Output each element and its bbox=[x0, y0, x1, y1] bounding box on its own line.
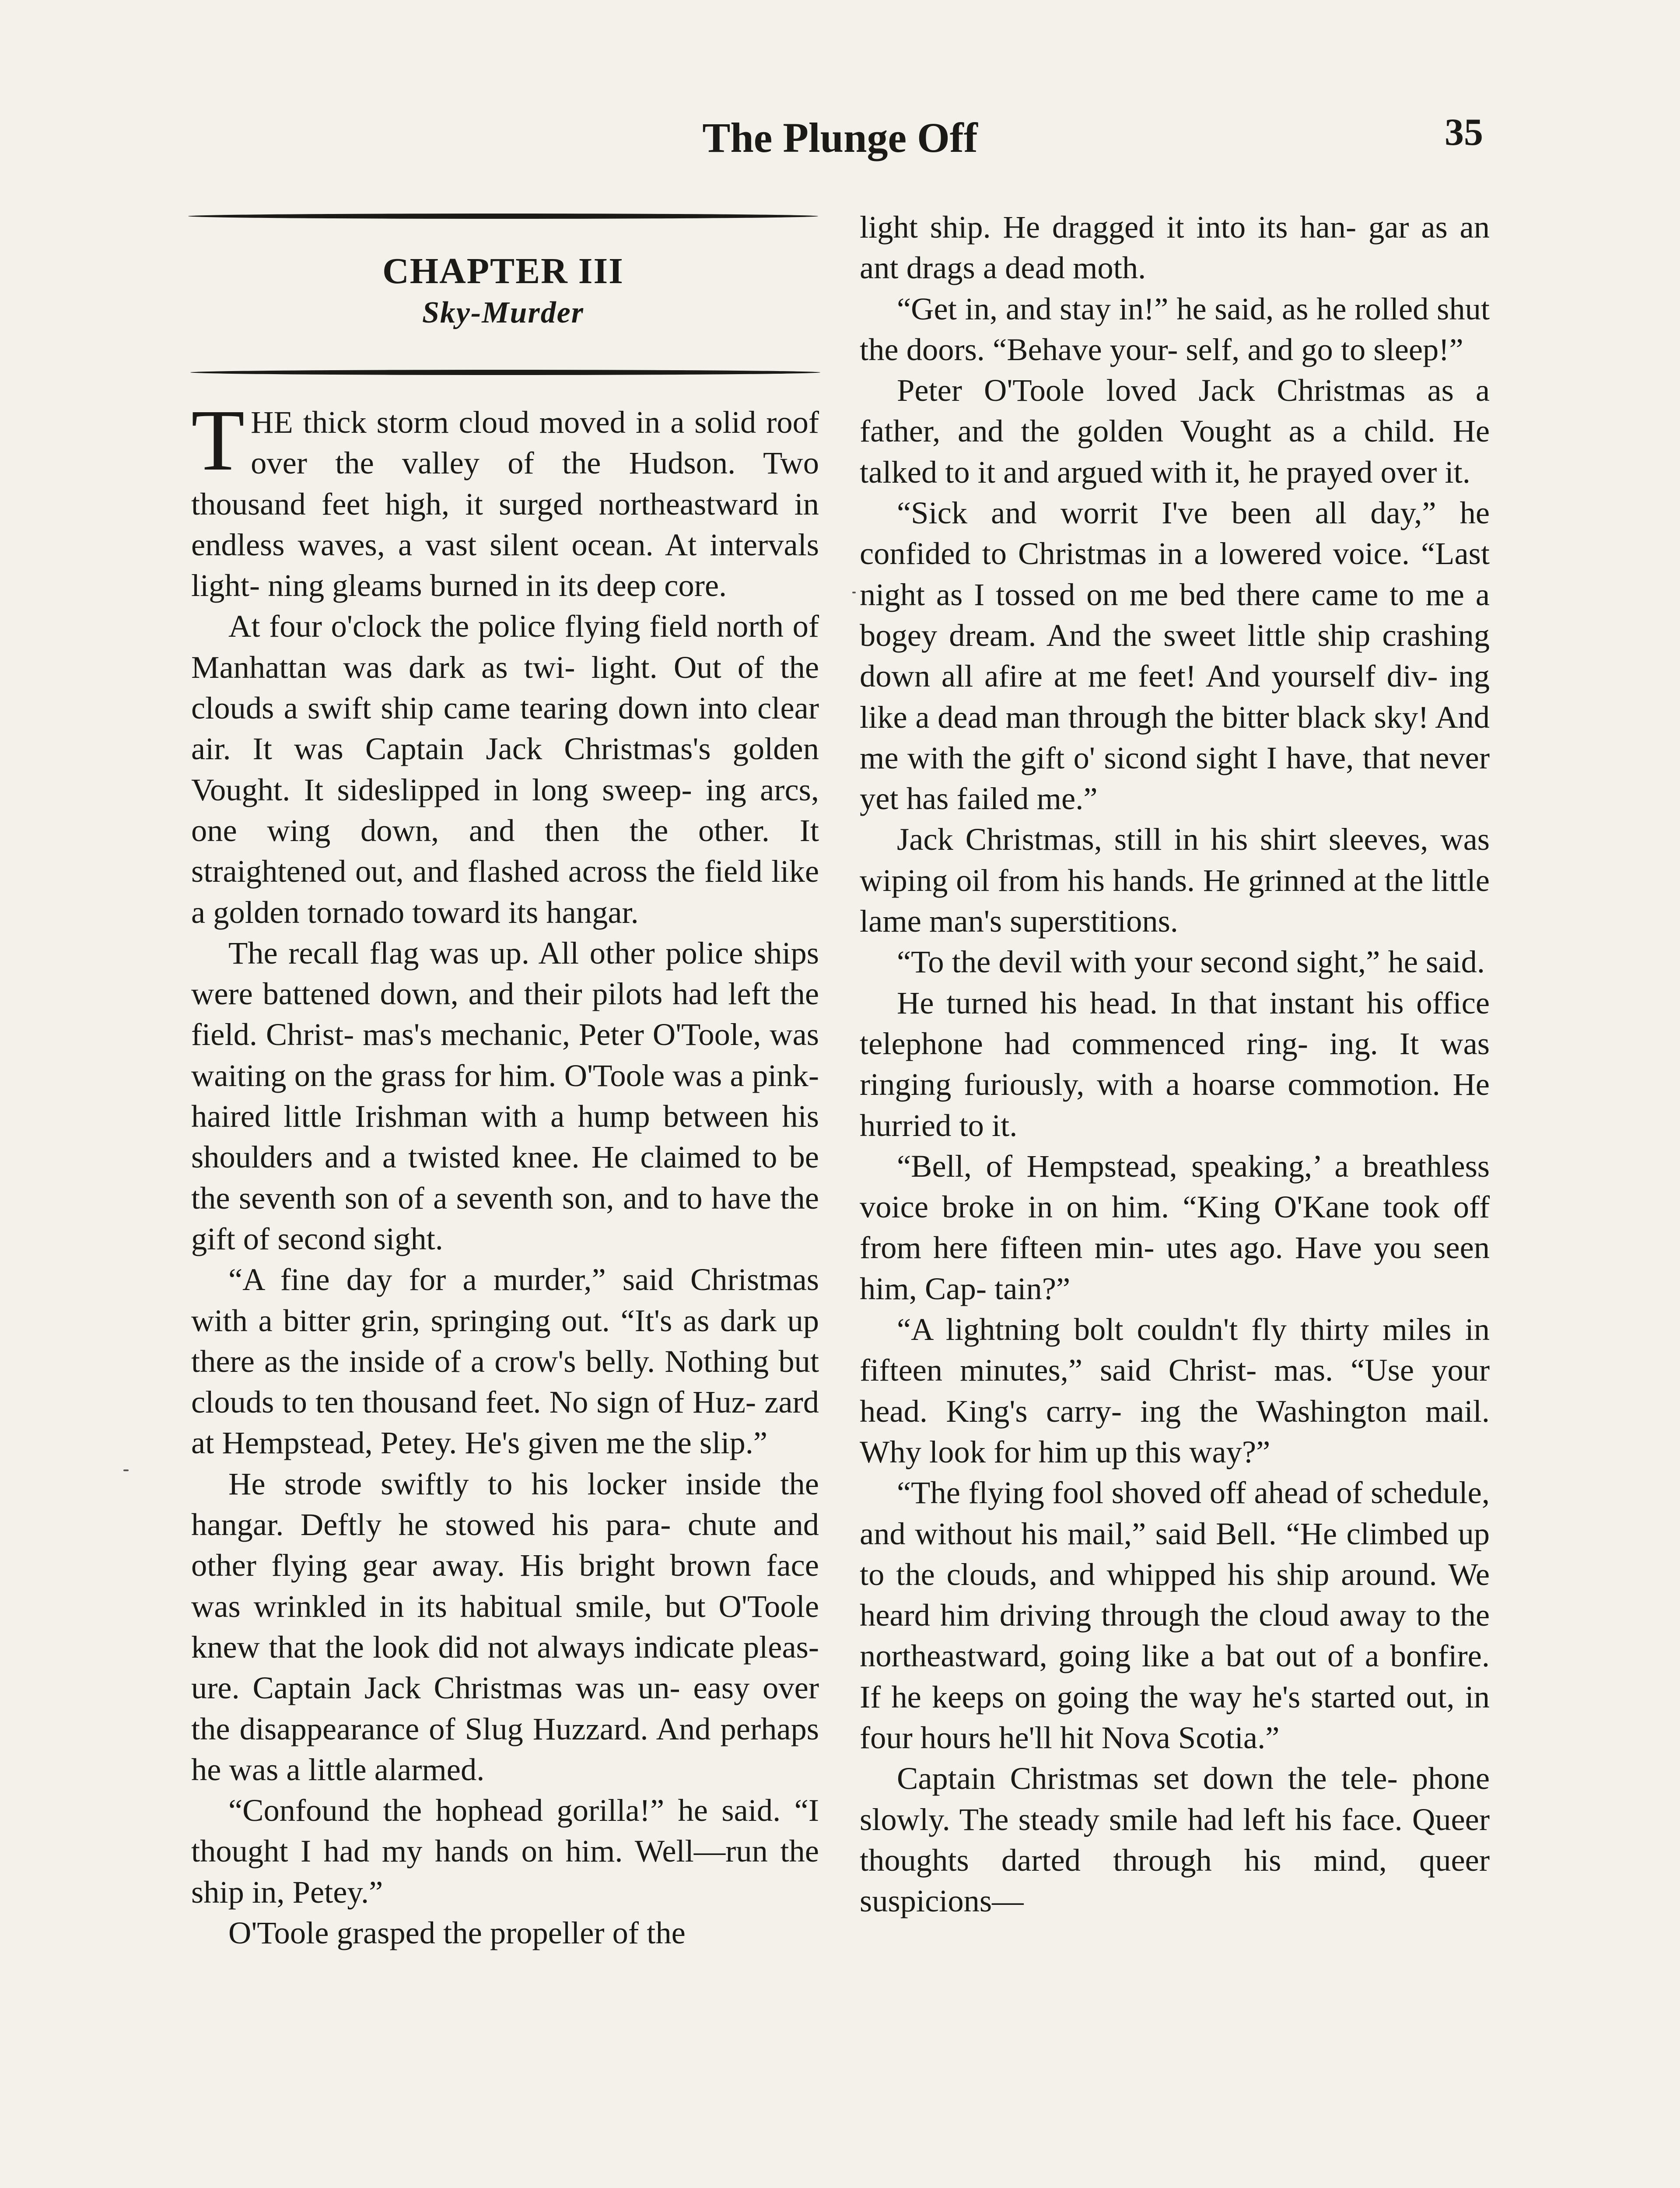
paragraph: “Confound the hophead gorilla!” he said. “I thought I had my hands on him. Well—run the ship in, Petey.” bbox=[191, 1792, 819, 1910]
paragraph: Captain Christmas set down the tele- phone slowly. The steady smile had left his face. Queer thoughts darted through his mind, queer suspicions— bbox=[860, 1760, 1490, 1919]
paragraph: O'Toole grasped the propeller of the bbox=[228, 1914, 686, 1950]
chapter-rule-top bbox=[188, 214, 818, 219]
paragraph: He strode swiftly to his locker inside the hangar. Deftly he stowed his para- chute and other flying gear away. His bright brown face was wrinkled in its habitual smile, but O'Toole knew that the look did not always indicate pleas- ure. Captain Jack Christmas was un- easy over the disappearance of Slug Huzzard. And perhaps he was a little alarmed. bbox=[191, 1466, 819, 1787]
drop-cap: T bbox=[191, 392, 245, 489]
paragraph: “Sick and worrit I've been all day,” he confided to Christmas in a lowered voice. “Last night as I tossed on me bed there came to me a bogey dream. And the sweet little ship crashing down all afire at me feet! And yourself div- ing like a dead man through the bitter black sky! And me with the gift o' sicond sight I have, that never yet has failed me.” bbox=[860, 495, 1490, 817]
chapter-title: CHAPTER III bbox=[382, 251, 624, 291]
paragraph: “The flying fool shoved off ahead of schedule, and without his mail,” said Bell. “He climbed up to the clouds, and whipped his ship around. We heard him driving through the cloud away to the northeastward, going like a bat out of a bonfire. If he keeps on going the way he's started out, in four hours he'll hit Nova Scotia.” bbox=[860, 1475, 1490, 1755]
paragraph: The recall flag was up. All other police ships were battened down, and their pilots had left the field. Christ- mas's mechanic, Peter O'Toole, was waiting on the grass for him. O'Toole was a pink-haired little Irishman with a hump between his shoulders and a twisted knee. He claimed to be the seventh son of a seventh son, and to have the gift of second sight. bbox=[191, 935, 819, 1256]
running-title: The Plunge Off bbox=[702, 114, 978, 161]
opening-paragraph bbox=[191, 392, 819, 606]
paragraph: “Bell, of Hempstead, speaking,’ a breathless voice broke in on him. “King O'Kane took off from here fifteen min- utes ago. Have you seen him, Cap- tain?” bbox=[860, 1148, 1490, 1306]
page-header bbox=[0, 112, 1680, 173]
paragraph: “A fine day for a murder,” said Christmas with a bitter grin, springing out. “It's as dark up there as the inside of a crow's belly. Nothing but clouds to ten thousand feet. No sign of Huz- zard at Hempstead, Petey. He's given me the slip.” bbox=[191, 1262, 819, 1461]
paragraph: “A lightning bolt couldn't fly thirty miles in fifteen minutes,” said Christ- mas. “Use your head. King's carry- ing the Washington mail. Why look for him up this way?” bbox=[860, 1311, 1490, 1469]
paper-speck bbox=[123, 1469, 129, 1471]
opening-paragraph-text: HE thick storm cloud moved in a solid roof over the valley of the Hudson. Two thousand feet high, it surged northeastward in endless waves, a vast silent ocean. At intervals light- ning gleams burned in its deep core. bbox=[191, 404, 819, 603]
paragraph: Peter O'Toole loved Jack Christmas as a father, and the golden Vought as a child. He talked to it and argued with it, he prayed over it. bbox=[860, 372, 1490, 490]
paragraph: “Get in, and stay in!” he said, as he rolled shut the doors. “Behave your- self, and go to sleep!” bbox=[860, 291, 1490, 367]
paragraph: At four o'clock the police flying field north of Manhattan was dark as twi- light. Out of the clouds a swift ship came tearing down into clear air. It was Captain Jack Christmas's golden Vought. It sideslipped in long sweep- ing arcs, one wing down, and then the other. It straightened out, and flashed across the field like a golden tornado toward its hangar. bbox=[191, 608, 819, 930]
paragraph: Jack Christmas, still in his shirt sleeves, was wiping oil from his hands. He grinned at the little lame man's superstitions. bbox=[860, 821, 1490, 939]
chapter-subtitle: Sky-Murder bbox=[422, 296, 584, 330]
chapter-heading bbox=[188, 249, 818, 333]
page-number: 35 bbox=[1445, 111, 1483, 154]
paragraph: He turned his head. In that instant his office telephone had commenced ring- ing. It was ringing furiously, with a hoarse commotion. He hurried to it. bbox=[860, 985, 1490, 1143]
left-column bbox=[191, 392, 819, 1953]
right-column bbox=[860, 207, 1490, 1921]
chapter-rule-bottom bbox=[190, 370, 820, 375]
paragraph: “To the devil with your second sight,” he said. bbox=[897, 944, 1485, 980]
paper-speck bbox=[852, 592, 856, 593]
paragraph-continuation: light ship. He dragged it into its han- gar as an ant drags a dead moth. bbox=[860, 209, 1490, 286]
